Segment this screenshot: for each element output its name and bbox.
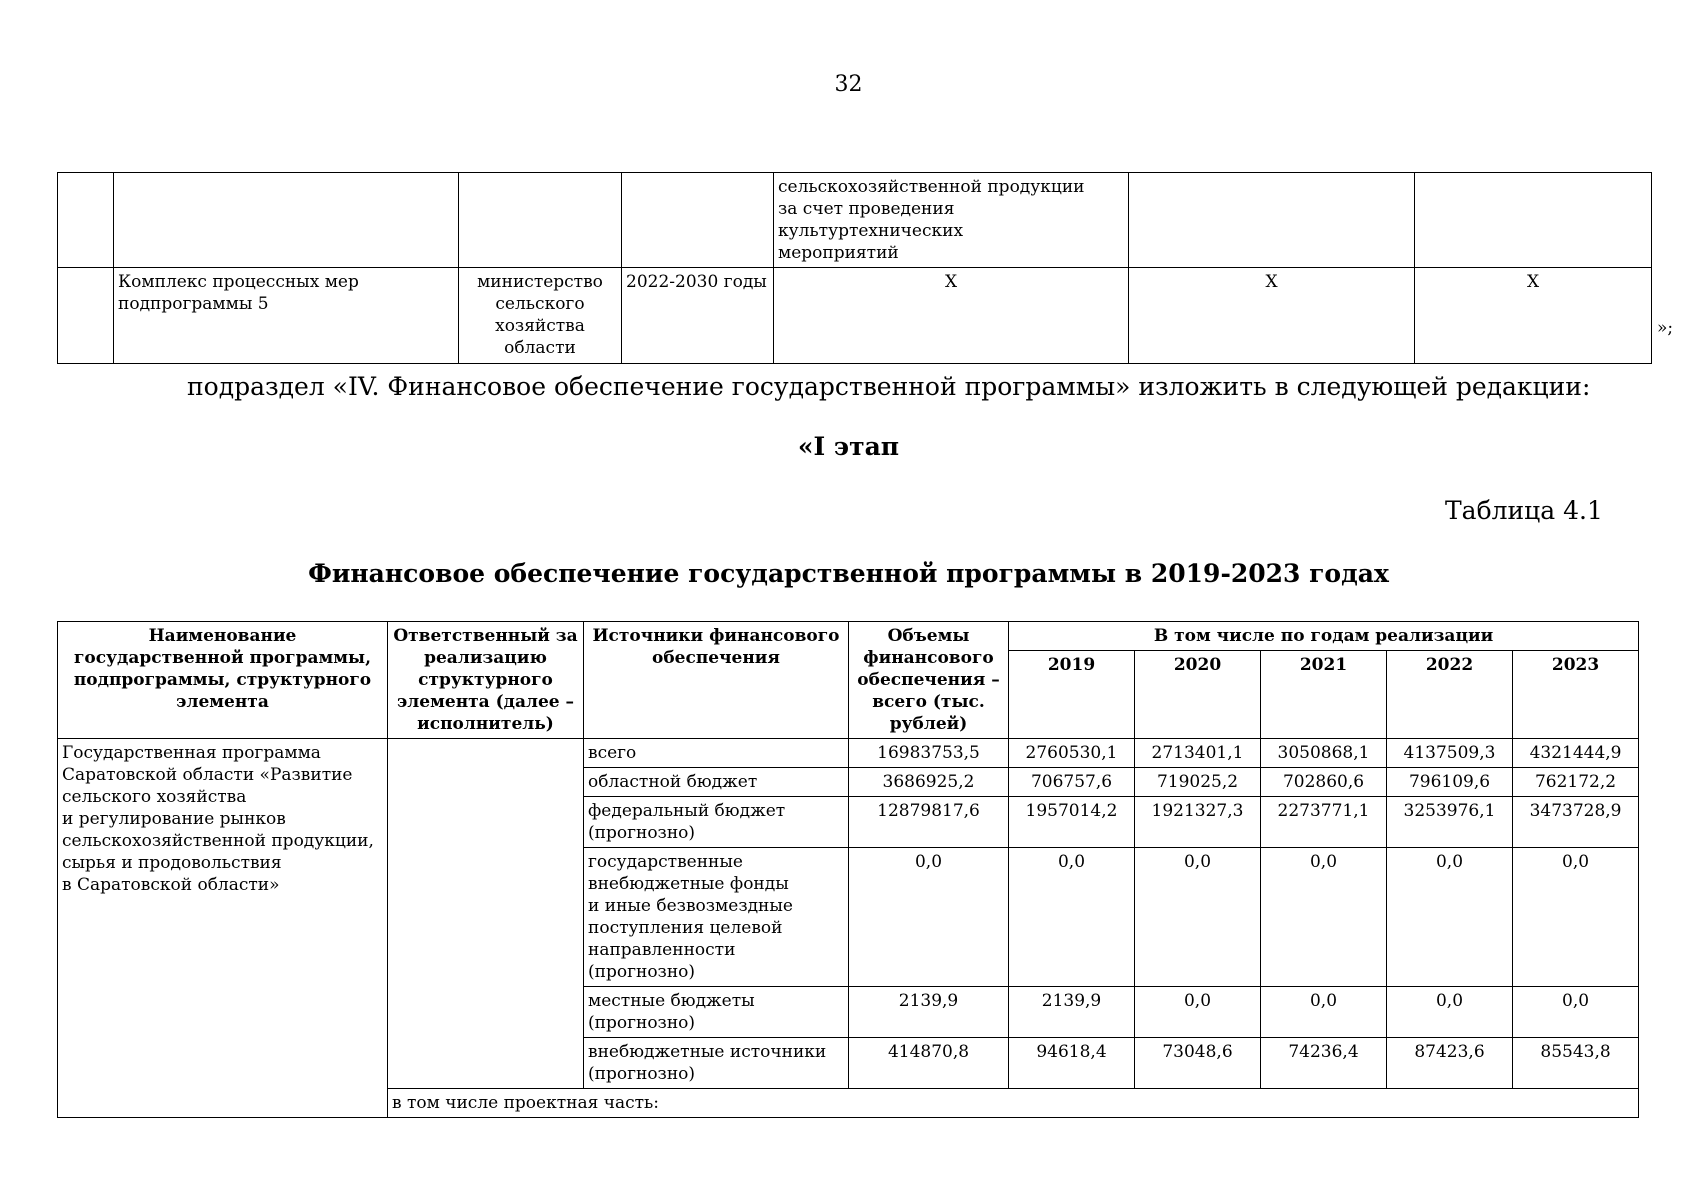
- year-cell: 3050868,1: [1261, 739, 1387, 768]
- year-cell: 0,0: [1387, 848, 1513, 987]
- year-cell: 85543,8: [1513, 1038, 1639, 1089]
- year-cell: 4137509,3: [1387, 739, 1513, 768]
- year-cell: 0,0: [1009, 848, 1135, 987]
- total-cell: 12879817,6: [849, 797, 1009, 848]
- year-cell: 1921327,3: [1135, 797, 1261, 848]
- header-total: Объемы финансового обеспечения – всего (тыс. рублей): [849, 622, 1009, 739]
- header-year: 2020: [1135, 651, 1261, 739]
- stage-heading: «I этап: [797, 432, 900, 461]
- result-cell: сельскохозяйственной продукции за счет проведения культуртехнических мероприятий: [774, 173, 1129, 268]
- source-cell: всего: [584, 739, 849, 768]
- executor-cell: [388, 739, 584, 1089]
- total-cell: 2139,9: [849, 987, 1009, 1038]
- header-year: 2023: [1513, 651, 1639, 739]
- top-continuation-table: [57, 172, 1652, 364]
- table-row: [58, 173, 1652, 268]
- year-cell: 2273771,1: [1261, 797, 1387, 848]
- table-cell: [1129, 173, 1415, 268]
- header-by-years: В том числе по годам реализации: [1009, 622, 1639, 651]
- table-cell: [114, 173, 459, 268]
- source-cell: федеральный бюджет (прогнозно): [584, 797, 849, 848]
- table-row: [58, 739, 1639, 768]
- program-name-cell: Государственная программа Саратовской области «Развитие сельского хозяйства и регулирование рынков сельскохозяйственной продукции, сырья и продовольствия в Саратовской области»: [58, 739, 388, 1118]
- header-name: Наименование государственной программы, подпрограммы, структурного элемента: [58, 622, 388, 739]
- period-cell: 2022-2030 годы: [622, 268, 774, 364]
- table-title: Финансовое обеспечение государственной программы в 2019-2023 годах: [308, 559, 1389, 588]
- financing-table: [57, 621, 1639, 1118]
- header-row: [58, 622, 1639, 651]
- total-cell: 414870,8: [849, 1038, 1009, 1089]
- header-year: 2019: [1009, 651, 1135, 739]
- year-cell: 74236,4: [1261, 1038, 1387, 1089]
- source-cell: государственные внебюджетные фонды и иные безвозмездные поступления целевой направленности (прогнозно): [584, 848, 849, 987]
- table-row: [58, 268, 1652, 364]
- year-cell: 94618,4: [1009, 1038, 1135, 1089]
- year-cell: 2760530,1: [1009, 739, 1135, 768]
- year-cell: 0,0: [1135, 848, 1261, 987]
- year-cell: 0,0: [1513, 987, 1639, 1038]
- year-cell: 0,0: [1387, 987, 1513, 1038]
- header-sources: Источники финансового обеспечения: [584, 622, 849, 739]
- executor-cell: министерство сельского хозяйства области: [459, 268, 622, 364]
- table-cell: [459, 173, 622, 268]
- header-year: 2022: [1387, 651, 1513, 739]
- year-cell: 73048,6: [1135, 1038, 1261, 1089]
- year-cell: 0,0: [1261, 987, 1387, 1038]
- total-cell: 0,0: [849, 848, 1009, 987]
- year-cell: 3253976,1: [1387, 797, 1513, 848]
- element-name-cell: Комплекс процессных мер подпрограммы 5: [114, 268, 459, 364]
- year-cell: 706757,6: [1009, 768, 1135, 797]
- total-cell: 3686925,2: [849, 768, 1009, 797]
- year-cell: 87423,6: [1387, 1038, 1513, 1089]
- project-part-cell: в том числе проектная часть:: [388, 1089, 1639, 1118]
- total-cell: 16983753,5: [849, 739, 1009, 768]
- year-cell: 1957014,2: [1009, 797, 1135, 848]
- instruction-paragraph: подраздел «IV. Финансовое обеспечение государственной программы» изложить в следующей редакции:: [187, 372, 1591, 401]
- source-cell: областной бюджет: [584, 768, 849, 797]
- x-cell: Х: [1415, 268, 1652, 364]
- year-cell: 0,0: [1135, 987, 1261, 1038]
- year-cell: 3473728,9: [1513, 797, 1639, 848]
- year-cell: 2139,9: [1009, 987, 1135, 1038]
- header-executor: Ответственный за реализацию структурного элемента (далее – исполнитель): [388, 622, 584, 739]
- year-cell: 702860,6: [1261, 768, 1387, 797]
- page-number: 32: [834, 72, 863, 97]
- year-cell: 719025,2: [1135, 768, 1261, 797]
- table-cell: [1415, 173, 1652, 268]
- table-cell: [58, 268, 114, 364]
- source-cell: внебюджетные источники (прогнозно): [584, 1038, 849, 1089]
- header-year: 2021: [1261, 651, 1387, 739]
- year-cell: 796109,6: [1387, 768, 1513, 797]
- year-cell: 4321444,9: [1513, 739, 1639, 768]
- year-cell: 762172,2: [1513, 768, 1639, 797]
- table-number: Таблица 4.1: [1445, 496, 1603, 525]
- x-cell: Х: [774, 268, 1129, 364]
- year-cell: 2713401,1: [1135, 739, 1261, 768]
- x-cell: Х: [1129, 268, 1415, 364]
- table-cell: [58, 173, 114, 268]
- closing-quote: »;: [1657, 318, 1674, 338]
- source-cell: местные бюджеты (прогнозно): [584, 987, 849, 1038]
- year-cell: 0,0: [1261, 848, 1387, 987]
- year-cell: 0,0: [1513, 848, 1639, 987]
- table-cell: [622, 173, 774, 268]
